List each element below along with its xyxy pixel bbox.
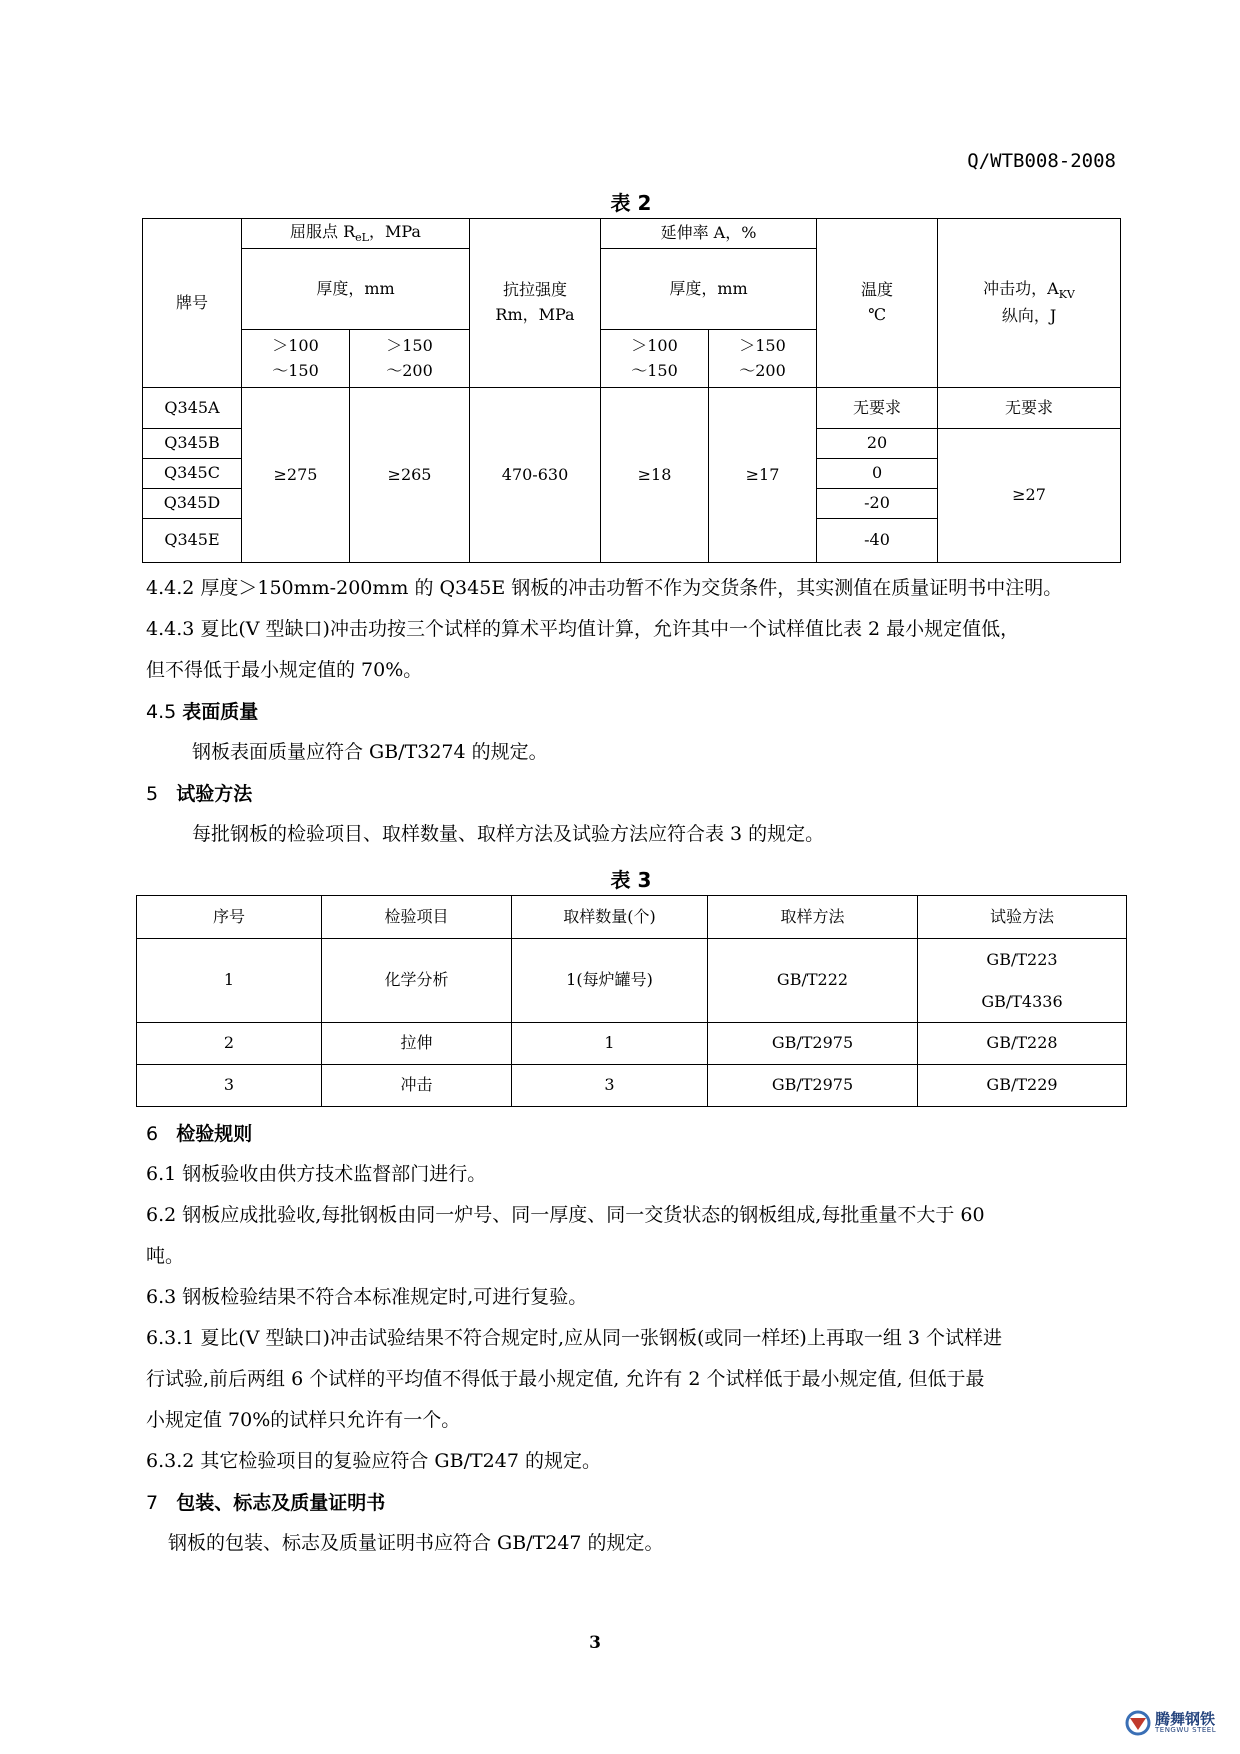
- table3-caption: 表 3: [610, 868, 652, 892]
- row-no: 3: [137, 1065, 322, 1107]
- paragraph-5: 每批钢板的检验项目、取样数量、取样方法及试验方法应符合表 3 的规定。: [192, 823, 825, 845]
- header-sampling: 取样方法: [708, 896, 918, 939]
- paragraph-6-3: 6.3 钢板检验结果不符合本标准规定时,可进行复验。: [146, 1286, 588, 1308]
- elong-100-150-value: ≥18: [601, 388, 709, 563]
- table-row: [137, 939, 1127, 1023]
- heading-6: 6 检验规则: [146, 1123, 253, 1145]
- header-grade: 牌号: [143, 219, 242, 388]
- header-no: 序号: [137, 896, 322, 939]
- header-yield-thickness: 厚度，mm: [242, 249, 470, 330]
- row-no: 1: [137, 939, 322, 1023]
- table-row: [137, 1065, 1127, 1107]
- row-item: 拉伸: [322, 1023, 512, 1065]
- paragraph-4-4-3-cont: 但不得低于最小规定值的 70%。: [146, 659, 423, 681]
- header-yield: 屈服点 $R_{eL}$，MPa: [242, 219, 470, 249]
- row-sampling: GB/T2975: [708, 1065, 918, 1107]
- row-item: 冲击: [322, 1065, 512, 1107]
- company-logo: [1124, 1710, 1216, 1736]
- header-item: 检验项目: [322, 896, 512, 939]
- row-no: 2: [137, 1023, 322, 1065]
- row-sampling: GB/T222: [708, 939, 918, 1023]
- header-elong-thickness: 厚度，mm: [601, 249, 817, 330]
- row-test-method: GB/T223 GB/T4336: [918, 939, 1127, 1023]
- range-elong-150-200: ＞150 ～200: [709, 330, 817, 388]
- table3: [136, 895, 1127, 1107]
- document-number: Q/WTB008-2008: [967, 150, 1116, 172]
- grade-cell: Q345E: [143, 519, 242, 563]
- header-quantity: 取样数量(个): [512, 896, 708, 939]
- temperature-cell: 0: [817, 459, 938, 489]
- row-sampling: GB/T2975: [708, 1023, 918, 1065]
- elong-150-200-value: ≥17: [709, 388, 817, 563]
- temperature-cell: -20: [817, 489, 938, 519]
- logo-text: 腾舞钢铁: [1155, 1710, 1216, 1728]
- table2-caption: 表 2: [610, 191, 652, 215]
- table-row: [137, 1023, 1127, 1065]
- paragraph-6-1: 6.1 钢板验收由供方技术监督部门进行。: [146, 1163, 487, 1185]
- temperature-cell: 20: [817, 429, 938, 459]
- paragraph-6-3-1-end: 小规定值 70%的试样只允许有一个。: [146, 1409, 461, 1431]
- row-test-method: GB/T228: [918, 1023, 1127, 1065]
- header-tensile: 抗拉强度 Rm，MPa: [470, 219, 601, 388]
- yield-150-200-value: ≥265: [350, 388, 470, 563]
- range-yield-100-150: ＞100 ～150: [242, 330, 350, 388]
- row-item: 化学分析: [322, 939, 512, 1023]
- paragraph-4-4-3: 4.4.3 夏比(V 型缺口)冲击功按三个试样的算术平均值计算，允许其中一个试样值比表 2 最小规定值低，: [146, 618, 1020, 640]
- paragraph-4-5: 钢板表面质量应符合 GB/T3274 的规定。: [192, 741, 548, 763]
- header-elongation: 延伸率 A，%: [601, 219, 817, 249]
- impact-cell: ≥27: [938, 429, 1121, 563]
- row-quantity: 1(每炉罐号): [512, 939, 708, 1023]
- paragraph-6-2: 6.2 钢板应成批验收,每批钢板由同一炉号、同一厚度、同一交货状态的钢板组成,每批重量不大于 60: [146, 1204, 985, 1226]
- header-test-method: 试验方法: [918, 896, 1127, 939]
- grade-cell: Q345A: [143, 388, 242, 429]
- paragraph-7: 钢板的包装、标志及质量证明书应符合 GB/T247 的规定。: [168, 1532, 664, 1554]
- row-test-method: GB/T229: [918, 1065, 1127, 1107]
- heading-5: 5 试验方法: [146, 783, 253, 805]
- temperature-cell: -40: [817, 519, 938, 563]
- paragraph-6-3-2: 6.3.2 其它检验项目的复验应符合 GB/T247 的规定。: [146, 1450, 601, 1472]
- header-impact: 冲击功，$A_{KV}$ 纵向，J: [938, 219, 1121, 388]
- row-quantity: 1: [512, 1023, 708, 1065]
- header-temperature: 温度 ℃: [817, 219, 938, 388]
- logo-mark-icon: [1124, 1710, 1152, 1736]
- table2: [142, 218, 1121, 563]
- grade-cell: Q345B: [143, 429, 242, 459]
- heading-4-5: 4.5 表面质量: [146, 701, 259, 723]
- paragraph-6-2-cont: 吨。: [146, 1245, 185, 1267]
- yield-100-150-value: ≥275: [242, 388, 350, 563]
- impact-cell: 无要求: [938, 388, 1121, 429]
- tensile-value: 470-630: [470, 388, 601, 563]
- grade-cell: Q345C: [143, 459, 242, 489]
- paragraph-4-4-2: 4.4.2 厚度＞150mm-200mm 的 Q345E 钢板的冲击功暂不作为交货条件，其实测值在质量证明书中注明。: [146, 577, 1063, 599]
- temperature-cell: 无要求: [817, 388, 938, 429]
- paragraph-6-3-1-cont: 行试验,前后两组 6 个试样的平均值不得低于最小规定值, 允许有 2 个试样低于最小规定值, 但低于最: [146, 1368, 985, 1390]
- paragraph-6-3-1: 6.3.1 夏比(V 型缺口)冲击试验结果不符合规定时,应从同一张钢板(或同一样坯)上再取一组 3 个试样进: [146, 1327, 1003, 1349]
- range-elong-100-150: ＞100 ～150: [601, 330, 709, 388]
- page-number: 3: [589, 1633, 601, 1653]
- range-yield-150-200: ＞150 ～200: [350, 330, 470, 388]
- logo-subtext: TENGWU STEEL: [1155, 1726, 1217, 1734]
- row-quantity: 3: [512, 1065, 708, 1107]
- grade-cell: Q345D: [143, 489, 242, 519]
- heading-7: 7 包装、标志及质量证明书: [146, 1492, 386, 1514]
